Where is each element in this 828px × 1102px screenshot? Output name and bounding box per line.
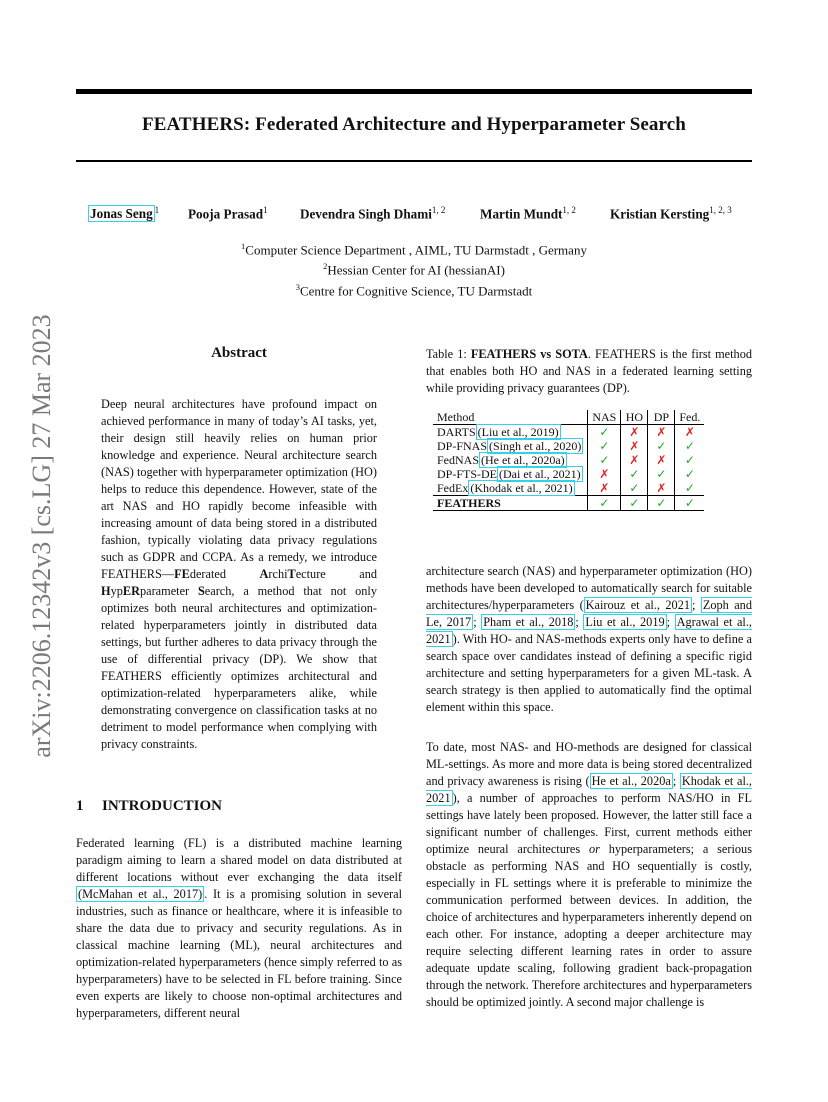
cross-icon: ✗ — [588, 481, 621, 496]
table-row — [433, 453, 704, 467]
check-icon: ✓ — [648, 439, 675, 453]
author-name: Pooja Prasad — [188, 206, 264, 222]
author-2: Pooja Prasad$^1$ — [188, 205, 268, 222]
comparison-table — [433, 410, 704, 511]
citation-link[interactable]: Khodak et al., 2021 — [426, 774, 753, 805]
header-dp: DP — [648, 410, 675, 425]
abstract-body: Deep neural architectures have profound impact on achieved performance in many of today’s AI tasks, yet, their design still heavily relies on human prior knowledge and experience. Neural architecture search (NAS) together with hyperparameter optimization (HO) helps to reduce this dependence. However, state of the art NAS and HO rapidly become infeasible with increasing amount of data being stored in a distributed fashion, typically violating data privacy regulations such as GDPR and CCPA. As a remedy, we introduce FEATHERS—FEderated ArchiTecture and HypERparameter Search, a method that not only optimizes both neural architectures and optimization-related hyperparameters jointly in distributed data settings, but further adheres to data privacy through the use of differential privacy (DP). We show that FEATHERS efficiently optimizes architectural and optimization-related hyperparameters alike, while demonstrating convergence on classification tasks at no detriment to model performance when complying with privacy constraints. — [101, 397, 377, 751]
check-icon: ✓ — [675, 439, 705, 453]
table-row — [433, 425, 704, 440]
affiliation-3: $^3$Centre for Cognitive Science, TU Darmstadt — [295, 281, 533, 298]
author-name: Martin Mundt — [480, 206, 563, 222]
table-caption: Table 1: FEATHERS vs SOTA. FEATHERS is the first method that enables both HO and NAS in a federated learning setting while providing privacy guarantees (DP). — [426, 347, 752, 395]
table-row — [433, 481, 704, 496]
author-4: Martin Mundt$^{1, 2}$ — [480, 205, 576, 222]
cross-icon: ✗ — [621, 425, 648, 440]
cross-icon: ✗ — [621, 453, 648, 467]
method-cell — [433, 467, 588, 481]
cross-icon: ✗ — [621, 439, 648, 453]
citation-link[interactable]: He et al., 2020a — [591, 774, 671, 788]
citation-link[interactable]: (McMahan et al., 2017) — [78, 887, 203, 901]
cross-icon: ✗ — [648, 481, 675, 496]
author-name: Kristian Kersting — [610, 206, 710, 222]
method-cell — [433, 453, 588, 467]
method-cell — [433, 439, 588, 453]
citation-link[interactable]: Agrawal et al., 2021 — [426, 615, 752, 646]
check-icon: ✓ — [675, 467, 705, 481]
citation-link[interactable]: (Singh et al., 2020) — [489, 439, 582, 453]
header-method: Method — [433, 410, 588, 425]
check-icon: ✓ — [588, 496, 621, 511]
author-name[interactable]: Jonas Seng — [90, 206, 153, 222]
method-name: DP-FNAS — [437, 439, 488, 453]
table-row — [433, 439, 704, 453]
citation-link[interactable]: (Khodak et al., 2021) — [470, 481, 573, 495]
cross-icon: ✗ — [648, 425, 675, 440]
method-name: FEATHERS — [437, 496, 501, 510]
table-header-row — [433, 410, 704, 425]
author-3: Devendra Singh Dhami$^{1, 2}$ — [300, 205, 446, 222]
check-icon: ✓ — [675, 481, 705, 496]
title-rule — [76, 160, 752, 162]
affiliation-2: $^2$Hessian Center for AI (hessianAI) — [323, 261, 505, 278]
check-icon: ✓ — [621, 467, 648, 481]
check-icon: ✓ — [675, 496, 705, 511]
check-icon: ✓ — [675, 453, 705, 467]
table-row — [433, 467, 704, 481]
arxiv-id: arXiv:2206.12342v3 [cs.LG] 27 Mar 2023 — [27, 314, 56, 758]
author-name: Devendra Singh Dhami — [300, 206, 432, 222]
paper-title: FEATHERS: Federated Architecture and Hyperparameter Search — [142, 114, 686, 135]
abstract-heading: Abstract — [211, 345, 267, 361]
method-name: FedNAS — [437, 453, 480, 467]
citation-link[interactable]: Pham et al., 2018 — [483, 615, 574, 629]
method-cell — [433, 425, 588, 440]
affiliation-1: $^1$Computer Science Department , AIML, TU Darmstadt , Germany — [241, 241, 587, 258]
method-cell — [433, 496, 588, 511]
method-name: DARTS — [437, 425, 476, 439]
header-fed: Fed. — [675, 410, 705, 425]
cross-icon: ✗ — [588, 467, 621, 481]
check-icon: ✓ — [588, 453, 621, 467]
check-icon: ✓ — [588, 439, 621, 453]
section-heading-introduction: 1 INTRODUCTION — [76, 798, 223, 814]
cross-icon: ✗ — [648, 453, 675, 467]
check-icon: ✓ — [621, 496, 648, 511]
top-rule — [76, 89, 752, 94]
author-1[interactable]: Jonas Seng $^1$ — [90, 205, 160, 222]
header-ho: HO — [621, 410, 648, 425]
citation-link[interactable]: (He et al., 2020a) — [481, 453, 565, 467]
arxiv-sidebar — [24, 292, 60, 780]
check-icon: ✓ — [588, 425, 621, 440]
method-name: DP-FTS-DE — [437, 467, 498, 481]
right-paragraph-2: To date, most NAS- and HO-methods are designed for classical ML-settings. As more and more data is being stored decentralized and privacy awareness is rising ( He et al., 2020a ; Khodak et al., 2021 ), a number of approaches to perform NAS/HO in FL settings have lately been proposed. However, the latter still face a significant number of challenges. First, current methods either optimize neural architectures or hyperparameters; a serious obstacle as performing NAS and HO sequentially is costly, especially in FL settings where it is preferable to minimize the communication performed between devices. In addition, the choice of architectures and hyperparameters inherently depend on each other. For instance, adopting a deeper architecture may require selecting different learning rates in order to assure adequate update scaling, following gradient back-propagation through the network. Therefore architectures and hyperparameters should be optimized jointly. A second major challenge is — [426, 740, 753, 1009]
citation-link[interactable]: (Liu et al., 2019) — [477, 425, 559, 439]
citation-link[interactable]: Zoph and Le, 2017 — [426, 598, 752, 629]
method-cell — [433, 481, 588, 496]
check-icon: ✓ — [621, 481, 648, 496]
check-icon: ✓ — [648, 496, 675, 511]
intro-paragraph: Federated learning (FL) is a distributed machine learning paradigm aiming to learn a shared model on data distributed at different locations without ever exchanging the data itself (McMahan et al., 2017) . It is a promising solution in several industries, such as finance or healthcare, where it is infeasible to share the data due to privacy and security regulations. As in classical machine learning (ML), neural architectures and optimization-related hyperparameters (hence simply referred to as hyperparameters) have to be selected in FL before training. Since even experts are likely to choose non-optimal architectures and hyperparameters, different neural — [76, 836, 402, 1020]
citation-link[interactable]: Kairouz et al., 2021 — [585, 598, 691, 612]
citation-link[interactable]: (Dai et al., 2021) — [499, 467, 581, 481]
citation-link[interactable]: Liu et al., 2019 — [585, 615, 665, 629]
header-nas: NAS — [588, 410, 621, 425]
affiliations — [76, 238, 752, 299]
cross-icon: ✗ — [675, 425, 705, 440]
right-paragraph-1: architecture search (NAS) and hyperparameter optimization (HO) methods have been developed to automatically search for suitable architectures/hyperparameters ( Kairouz et al., 2021 ; Zoph and Le, 2017 ; Pham et al., 2018 ; Liu et al., 2019 ; Agrawal et al., 2021 ). With HO- and NAS-methods experts only have to define a search space over candidates instead of defining a specific rigid architecture and setting hyperparameters for a given ML-task. A search strategy is then applied to automatically find the optimal element within this space. — [426, 564, 752, 714]
table-row — [433, 496, 704, 511]
check-icon: ✓ — [648, 467, 675, 481]
author-5: Kristian Kersting$^{1, 2, 3}$ — [610, 205, 732, 222]
method-name: FedEx — [437, 481, 469, 495]
